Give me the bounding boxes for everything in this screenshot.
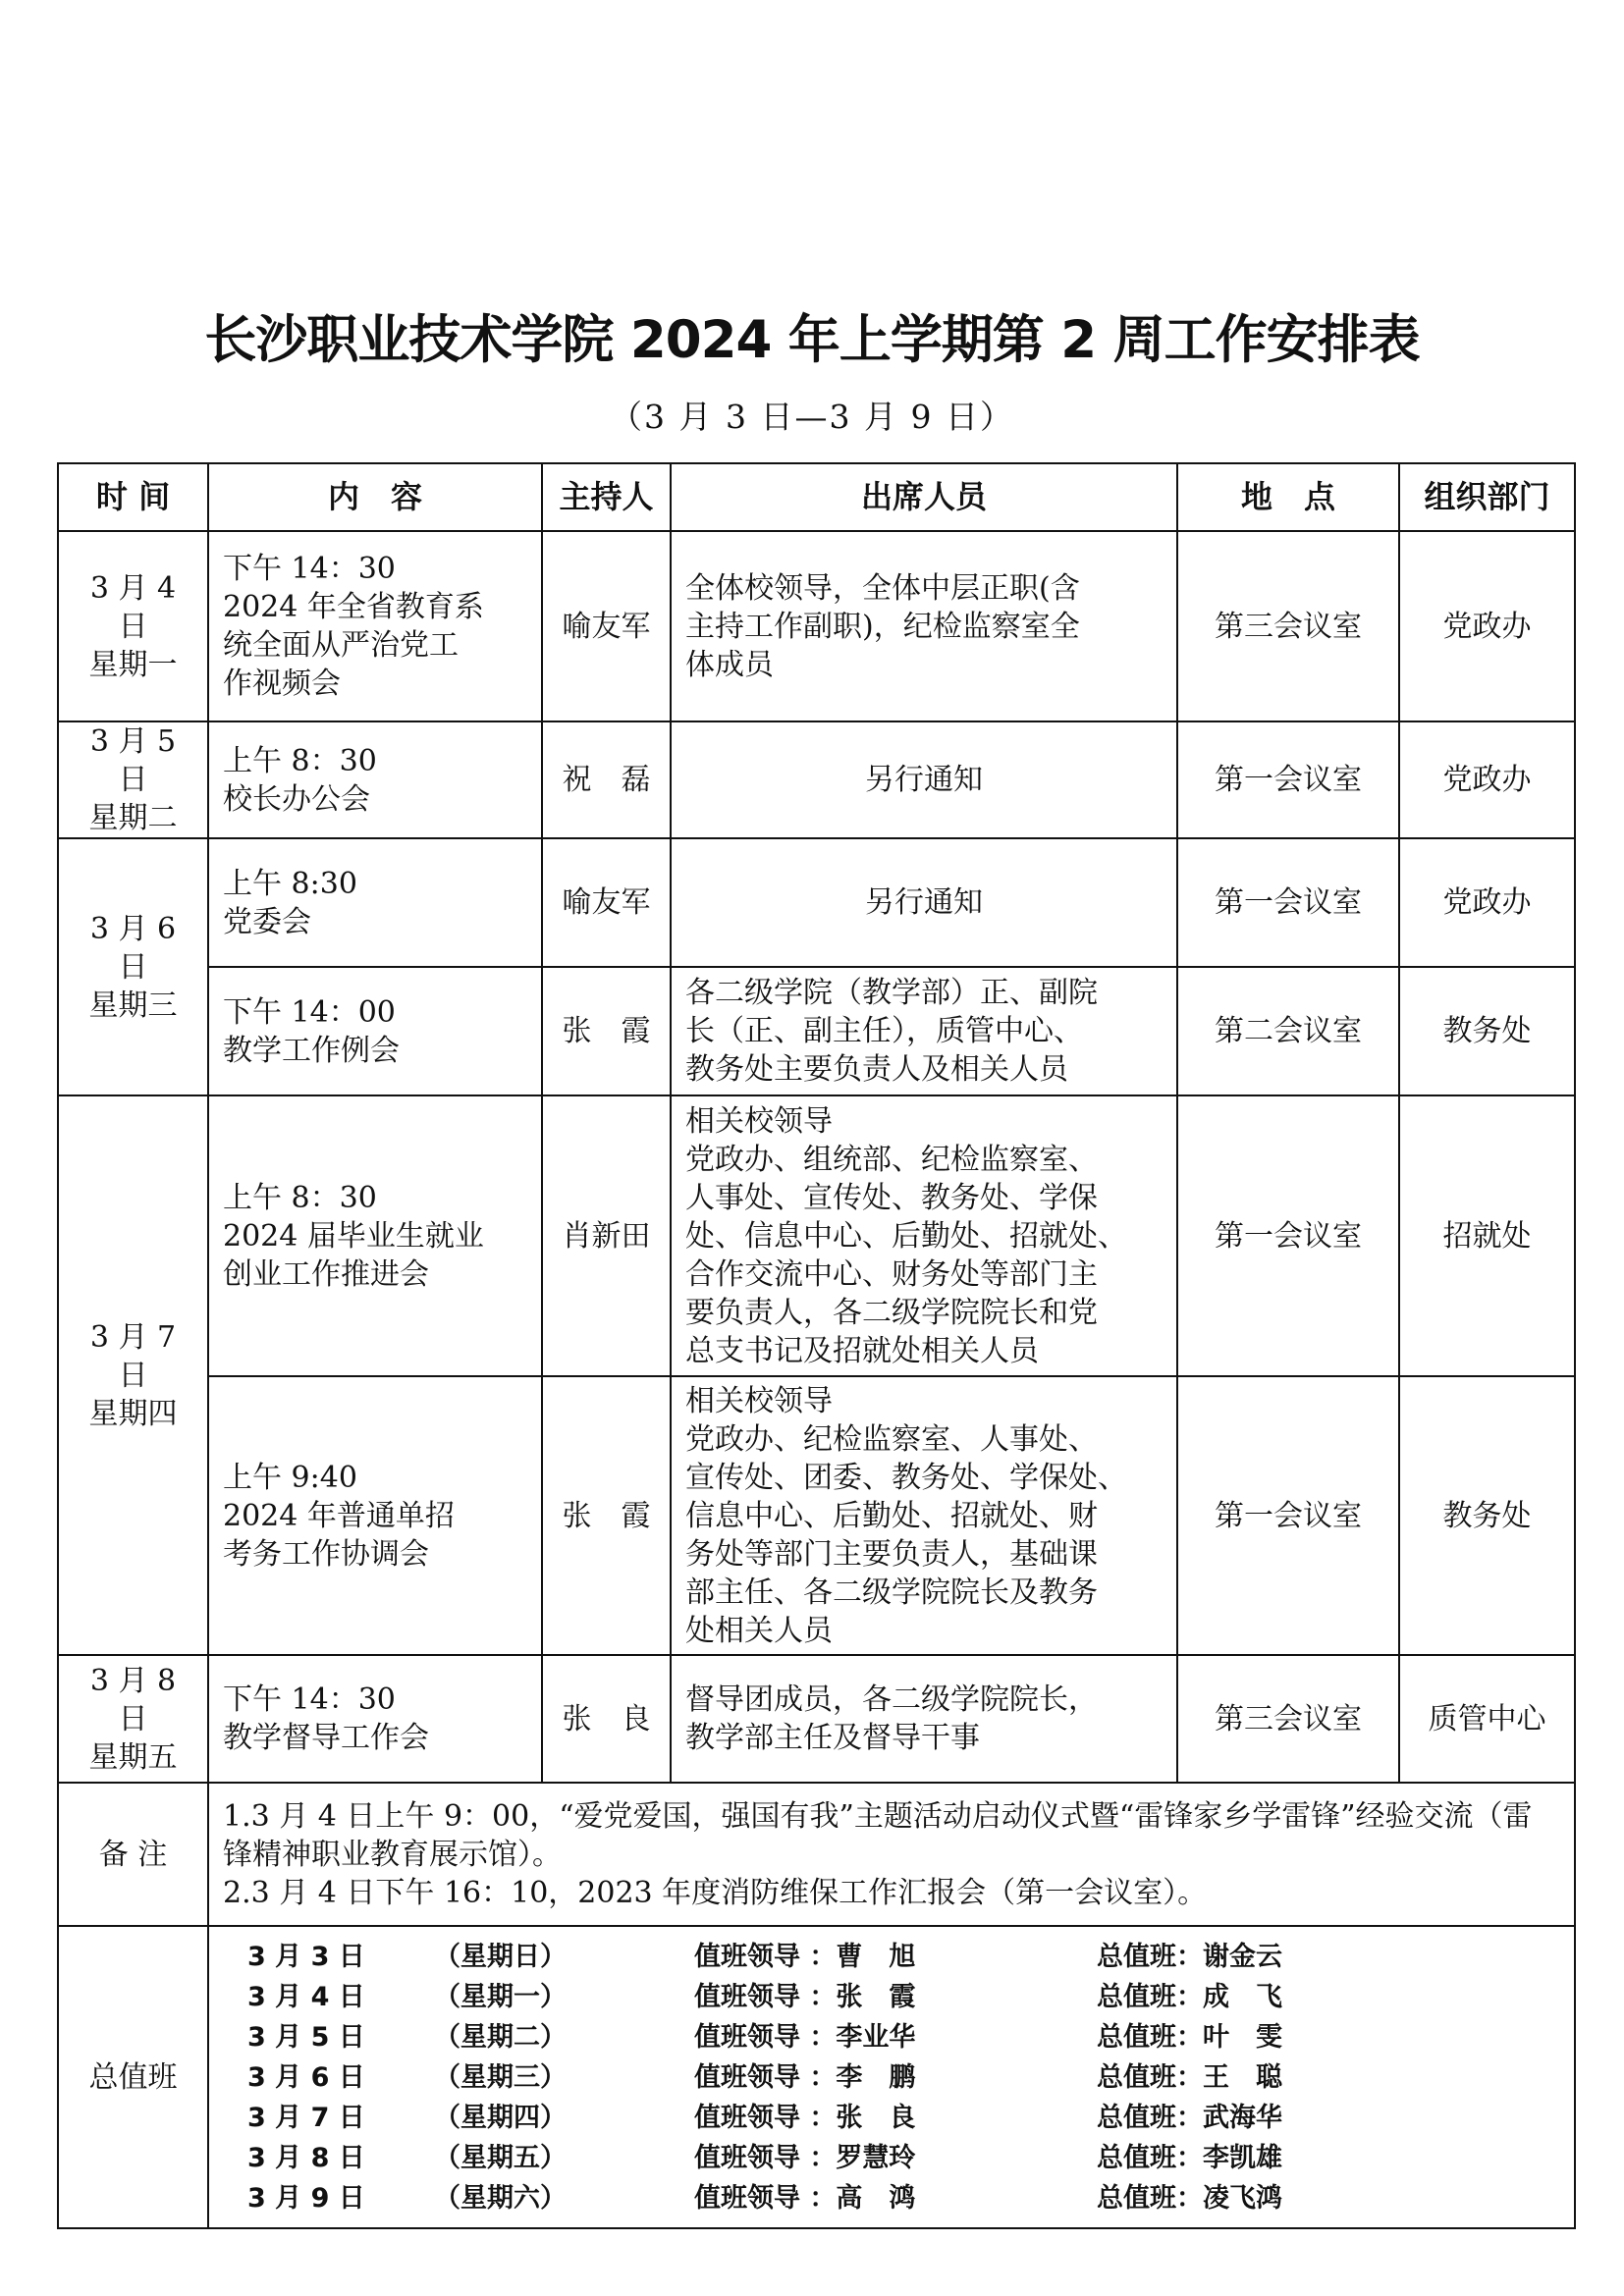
duty-total: 总值班：谢金云 xyxy=(1097,1941,1282,1972)
schedule-table xyxy=(57,462,1576,2229)
duty-date: 3 月 9 日 xyxy=(247,2182,365,2214)
content-cell: 下午 14：30 2024 年全省教育系 统全面从严治党工 作视频会 xyxy=(208,531,542,721)
organizer-cell: 党政办 xyxy=(1399,531,1575,721)
location-cell: 第一会议室 xyxy=(1177,721,1399,838)
host-cell: 喻友军 xyxy=(542,531,671,721)
content-cell: 下午 14：00 教学工作例会 xyxy=(208,967,542,1095)
duty-leader: 值班领导 ：曹 旭 xyxy=(694,1941,916,1972)
duty-leader: 值班领导 ：李业华 xyxy=(694,2021,916,2053)
attendees-cell: 全体校领导，全体中层正职(含 主持工作副职)，纪检监察室全 体成员 xyxy=(671,531,1177,721)
organizer-cell: 质管中心 xyxy=(1399,1655,1575,1783)
col-header-organizer: 组织部门 xyxy=(1399,463,1575,531)
attendees-cell: 另行通知 xyxy=(671,838,1177,967)
duty-roster xyxy=(208,1926,1575,2228)
duty-entry xyxy=(223,2178,1560,2218)
col-header-host: 主持人 xyxy=(542,463,671,531)
location-cell: 第一会议室 xyxy=(1177,1376,1399,1655)
duty-weekday: （星期二） xyxy=(434,2021,567,2053)
duty-entry xyxy=(223,2057,1560,2098)
duty-leader: 值班领导 ：罗慧玲 xyxy=(694,2142,916,2173)
attendees-cell: 相关校领导 党政办、纪检监察室、人事处、 宣传处、团委、教务处、学保处、 信息中心、后勤处、招就处、财 务处等部门主要负责人，基础课 部主任、各二级学院院长及教务 处相关人员 xyxy=(671,1376,1177,1655)
host-cell: 张 霞 xyxy=(542,1376,671,1655)
attendees-cell: 另行通知 xyxy=(671,721,1177,838)
organizer-cell: 教务处 xyxy=(1399,967,1575,1095)
duty-total: 总值班：叶 雯 xyxy=(1097,2021,1282,2053)
notes-label: 备 注 xyxy=(58,1783,208,1926)
duty-leader: 值班领导 ：张 良 xyxy=(694,2102,916,2133)
table-row xyxy=(58,721,1575,838)
date-cell: 3 月 4 日 星期一 xyxy=(58,531,208,721)
duty-entry xyxy=(223,2017,1560,2057)
duty-entry xyxy=(223,2138,1560,2178)
duty-label: 总值班 xyxy=(58,1926,208,2228)
col-header-time: 时 间 xyxy=(58,463,208,531)
host-cell: 张 良 xyxy=(542,1655,671,1783)
notes-row xyxy=(58,1783,1575,1926)
host-cell: 祝 磊 xyxy=(542,721,671,838)
content-cell: 上午 8：30 2024 届毕业生就业 创业工作推进会 xyxy=(208,1095,542,1376)
date-cell: 3 月 7 日 星期四 xyxy=(58,1095,208,1655)
table-row xyxy=(58,1095,1575,1376)
duty-entry xyxy=(223,1937,1560,1977)
duty-entry xyxy=(223,2098,1560,2138)
host-cell: 喻友军 xyxy=(542,838,671,967)
notes-line-2: 2.3 月 4 日下午 16：10，2023 年度消防维保工作汇报会（第一会议室）。 xyxy=(223,1875,1208,1910)
organizer-cell: 招就处 xyxy=(1399,1095,1575,1376)
header-row xyxy=(58,463,1575,531)
location-cell: 第一会议室 xyxy=(1177,1095,1399,1376)
duty-weekday: （星期三） xyxy=(434,2061,567,2093)
table-row xyxy=(58,531,1575,721)
location-cell: 第三会议室 xyxy=(1177,1655,1399,1783)
duty-total: 总值班：李凯雄 xyxy=(1097,2142,1282,2173)
duty-leader: 值班领导 ：张 霞 xyxy=(694,1981,916,2012)
duty-weekday: （星期一） xyxy=(434,1981,567,2012)
date-cell: 3 月 5 日 星期二 xyxy=(58,721,208,838)
duty-date: 3 月 5 日 xyxy=(247,2021,365,2053)
date-cell: 3 月 8 日 星期五 xyxy=(58,1655,208,1783)
notes-cell xyxy=(208,1783,1575,1926)
attendees-cell: 各二级学院（教学部）正、副院 长（正、副主任），质管中心、 教务处主要负责人及相关人员 xyxy=(671,967,1177,1095)
date-range: （3 月 3 日—3 月 9 日） xyxy=(610,398,1014,436)
table-row xyxy=(58,1655,1575,1783)
duty-total: 总值班：成 飞 xyxy=(1097,1981,1282,2012)
duty-date: 3 月 3 日 xyxy=(247,1941,365,1972)
attendees-cell: 督导团成员，各二级学院院长， 教学部主任及督导干事 xyxy=(671,1655,1177,1783)
duty-weekday: （星期日） xyxy=(434,1941,567,1972)
duty-total: 总值班：王 聪 xyxy=(1097,2061,1282,2093)
col-header-attendees: 出席人员 xyxy=(671,463,1177,531)
organizer-cell: 党政办 xyxy=(1399,721,1575,838)
location-cell: 第三会议室 xyxy=(1177,531,1399,721)
duty-row xyxy=(58,1926,1575,2228)
content-cell: 下午 14：30 教学督导工作会 xyxy=(208,1655,542,1783)
organizer-cell: 党政办 xyxy=(1399,838,1575,967)
duty-weekday: （星期五） xyxy=(434,2142,567,2173)
organizer-cell: 教务处 xyxy=(1399,1376,1575,1655)
duty-total: 总值班：凌飞鸿 xyxy=(1097,2182,1282,2214)
page-title: 长沙职业技术学院 2024 年上学期第 2 周工作安排表 xyxy=(204,310,1420,370)
content-cell: 上午 8：30 校长办公会 xyxy=(208,721,542,838)
host-cell: 肖新田 xyxy=(542,1095,671,1376)
location-cell: 第二会议室 xyxy=(1177,967,1399,1095)
duty-date: 3 月 6 日 xyxy=(247,2061,365,2093)
col-header-content: 内 容 xyxy=(208,463,542,531)
table-row xyxy=(58,967,1575,1095)
duty-total: 总值班：武海华 xyxy=(1097,2102,1282,2133)
duty-list xyxy=(223,1937,1560,2218)
duty-leader: 值班领导 ：高 鸿 xyxy=(694,2182,916,2214)
notes-line-1: 1.3 月 4 日上午 9：00，“爱党爱国，强国有我”主题活动启动仪式暨“雷锋家乡学雷锋”经验交流（雷锋精神职业教育展示馆）。 xyxy=(223,1798,1533,1872)
date-cell: 3 月 6 日 星期三 xyxy=(58,838,208,1095)
location-cell: 第一会议室 xyxy=(1177,838,1399,967)
table-row xyxy=(58,1376,1575,1655)
duty-entry xyxy=(223,1977,1560,2017)
duty-date: 3 月 4 日 xyxy=(247,1981,365,2012)
col-header-location: 地 点 xyxy=(1177,463,1399,531)
duty-date: 3 月 8 日 xyxy=(247,2142,365,2173)
duty-weekday: （星期四） xyxy=(434,2102,567,2133)
attendees-cell: 相关校领导 党政办、组统部、纪检监察室、 人事处、宣传处、教务处、学保 处、信息中心、后勤处、招就处、 合作交流中心、财务处等部门主 要负责人，各二级学院院长和党 总支书记及招就处相关人员 xyxy=(671,1095,1177,1376)
content-cell: 上午 9:40 2024 年普通单招 考务工作协调会 xyxy=(208,1376,542,1655)
duty-date: 3 月 7 日 xyxy=(247,2102,365,2133)
host-cell: 张 霞 xyxy=(542,967,671,1095)
duty-weekday: （星期六） xyxy=(434,2182,567,2214)
duty-leader: 值班领导 ：李 鹏 xyxy=(694,2061,916,2093)
table-row xyxy=(58,838,1575,967)
content-cell: 上午 8:30 党委会 xyxy=(208,838,542,967)
